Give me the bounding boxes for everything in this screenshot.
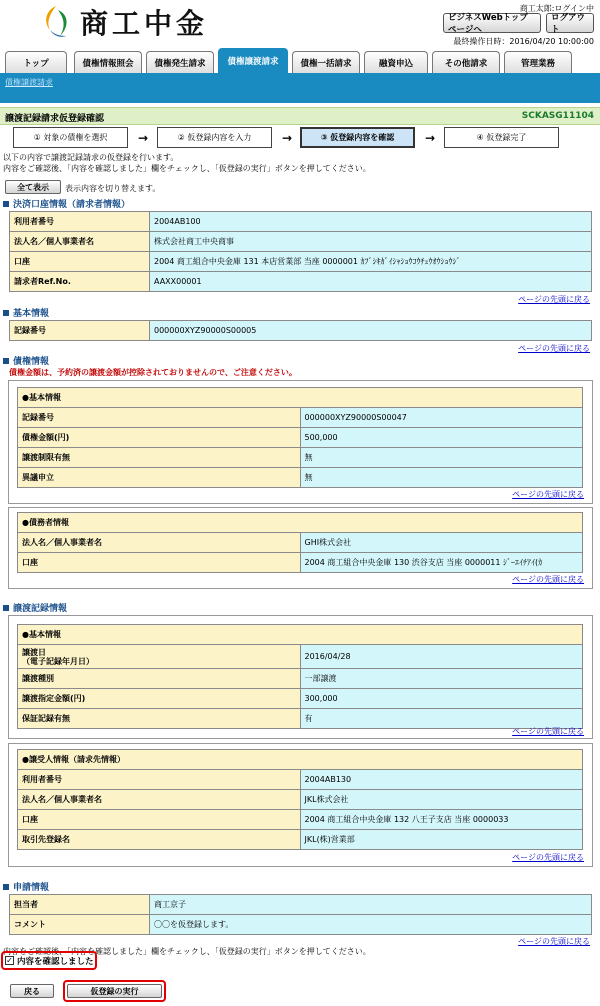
settlement-table bbox=[9, 211, 592, 292]
table-row: 口座 2004 商工組合中央金庫 132 八王子支店 当座 0000033 bbox=[18, 810, 583, 830]
tab-top[interactable]: トップ bbox=[5, 51, 67, 73]
back-button[interactable]: 戻る bbox=[10, 984, 54, 998]
user-status: 商工太郎:ログイン中 bbox=[519, 4, 594, 13]
confirm-label: 内容を確認しました bbox=[17, 956, 94, 967]
table-row: 記録番号 000000XYZ90000S00005 bbox=[10, 321, 592, 341]
section-claim-heading: 債権情報 bbox=[3, 354, 49, 367]
table-row: 口座 2004 商工組合中央金庫 130 渋谷支店 当座 0000011 ｼﾞｰｴｲﾁｱｲ(ｶ bbox=[18, 553, 583, 573]
page-top-link[interactable]: ページの先頭に戻る bbox=[512, 853, 584, 862]
page-title: 譲渡記録請求仮登録確認 bbox=[5, 114, 105, 124]
claim-debtor-table bbox=[17, 512, 583, 573]
table-row: 担当者 商工京子 bbox=[10, 895, 592, 915]
page-top-link[interactable]: ページの先頭に戻る bbox=[518, 344, 590, 353]
intro-text: 以下の内容で譲渡記録請求の仮登録を行います。 内容をご確認後、「内容を確認しました」欄をチェックし、「仮登録の実行」ボタンを押してください。 bbox=[3, 153, 371, 173]
step-arrow-icon: → bbox=[138, 131, 149, 145]
table-row: 譲渡種別 一部譲渡 bbox=[18, 669, 583, 689]
confirm-checkbox-area[interactable] bbox=[1, 951, 97, 970]
step-1: ① 対象の債権を選択 bbox=[13, 127, 128, 148]
footer-note: 内容をご確認後、「内容を確認しました」欄をチェックし、「仮登録の実行」ボタンを押してください。 bbox=[3, 947, 371, 956]
claim-warning: 債権金額は、予約済の譲渡金額が控除されておりませんので、ご注意ください。 bbox=[9, 368, 297, 377]
table-row: 記録番号 000000XYZ90000S00047 bbox=[18, 408, 583, 428]
table-row: 法人名／個人事業者名 JKL株式会社 bbox=[18, 790, 583, 810]
tab-claim-transfer[interactable]: 債権譲渡請求 bbox=[218, 48, 288, 73]
table-row: ●基本情報 bbox=[18, 625, 583, 645]
table-row: 債権金額(円) 500,000 bbox=[18, 428, 583, 448]
logo-mark-icon bbox=[40, 4, 74, 40]
tab-other-requests[interactable]: その他請求 bbox=[432, 51, 500, 73]
table-row: 譲渡日 （電子記録年月日） 2016/04/28 bbox=[18, 645, 583, 669]
step-4: ④ 仮登録完了 bbox=[444, 127, 559, 148]
screen-code: SCKASG11104 bbox=[521, 111, 594, 121]
step-2: ② 仮登録内容を入力 bbox=[157, 127, 272, 148]
table-row: 譲渡指定金額(円) 300,000 bbox=[18, 689, 583, 709]
tab-admin[interactable]: 管理業務 bbox=[504, 51, 572, 73]
table-row: 利用者番号 2004AB130 bbox=[18, 770, 583, 790]
tab-bulk-request[interactable]: 債権一括請求 bbox=[292, 51, 360, 73]
logo-text: 商工中金 bbox=[80, 7, 209, 40]
business-web-top-button[interactable]: ビジネスWebトップページへ bbox=[443, 13, 541, 33]
step-arrow-icon: → bbox=[425, 131, 436, 145]
logo bbox=[40, 2, 208, 42]
section-basic-heading: 基本情報 bbox=[3, 306, 49, 319]
execute-provisional-registration-button[interactable]: 仮登録の実行 bbox=[67, 984, 162, 998]
table-row: 保証記録有無 有 bbox=[18, 709, 583, 729]
table-row: 異議申立 無 bbox=[18, 468, 583, 488]
page-top-link[interactable]: ページの先頭に戻る bbox=[518, 295, 590, 304]
table-row: 法人名／個人事業者名 GHI株式会社 bbox=[18, 533, 583, 553]
table-row: ●譲受人情報（請求先情報） bbox=[18, 750, 583, 770]
step-3-active: ③ 仮登録内容を確認 bbox=[300, 127, 415, 148]
table-row: ●債務者情報 bbox=[18, 513, 583, 533]
page-top-link[interactable]: ページの先頭に戻る bbox=[512, 490, 584, 499]
table-row: 法人名／個人事業者名 株式会社商工中央商事 bbox=[10, 232, 592, 252]
section-transfer-heading: 譲渡記録情報 bbox=[3, 601, 67, 614]
application-table bbox=[9, 894, 592, 935]
header bbox=[0, 0, 600, 47]
page-top-link[interactable]: ページの先頭に戻る bbox=[518, 937, 590, 946]
table-row: 取引先登録名 JKL(株)営業部 bbox=[18, 830, 583, 850]
tab-claim-inquiry[interactable]: 債権情報照会 bbox=[74, 51, 142, 73]
table-row: 口座 2004 商工組合中央金庫 131 本店営業部 当座 0000001 ｶﾌﾞｼｷｶﾞｲｼｬｼｮｳｺｳﾁｭｳｵｳｼｮｳｼﾞ bbox=[10, 252, 592, 272]
claim-basic-table bbox=[17, 387, 583, 488]
table-row: 利用者番号 2004AB100 bbox=[10, 212, 592, 232]
table-row: ●基本情報 bbox=[18, 388, 583, 408]
last-operation-time: 最終操作日時：2016/04/20 10:00:00 bbox=[453, 37, 594, 46]
page-top-link[interactable]: ページの先頭に戻る bbox=[512, 727, 584, 736]
table-row: 請求者Ref.No. AAXX00001 bbox=[10, 272, 592, 292]
subnav-link-transfer[interactable]: 債権譲渡請求 bbox=[5, 78, 53, 87]
main-tabs bbox=[0, 47, 600, 73]
confirm-checkbox[interactable]: ✓ bbox=[6, 956, 13, 965]
page-top-link[interactable]: ページの先頭に戻る bbox=[512, 575, 584, 584]
page-title-bar bbox=[0, 107, 600, 125]
show-all-button[interactable]: 全て表示 bbox=[5, 180, 61, 194]
basic-info-table bbox=[9, 320, 592, 341]
tab-loan-application[interactable]: 融資申込 bbox=[364, 51, 428, 73]
logout-button[interactable]: ログアウト bbox=[546, 13, 594, 33]
transfer-recipient-table bbox=[17, 749, 583, 850]
section-application-heading: 申請情報 bbox=[3, 880, 49, 893]
show-all-note: 表示内容を切り替えます。 bbox=[65, 184, 161, 193]
tab-claim-issue[interactable]: 債権発生請求 bbox=[146, 51, 214, 73]
transfer-basic-table bbox=[17, 624, 583, 729]
step-arrow-icon: → bbox=[282, 131, 293, 145]
sub-navigation bbox=[0, 73, 600, 103]
table-row: コメント 〇〇を仮登録します。 bbox=[10, 915, 592, 935]
section-settlement-heading: 決済口座情報（請求者情報） bbox=[3, 197, 130, 210]
table-row: 譲渡制限有無 無 bbox=[18, 448, 583, 468]
